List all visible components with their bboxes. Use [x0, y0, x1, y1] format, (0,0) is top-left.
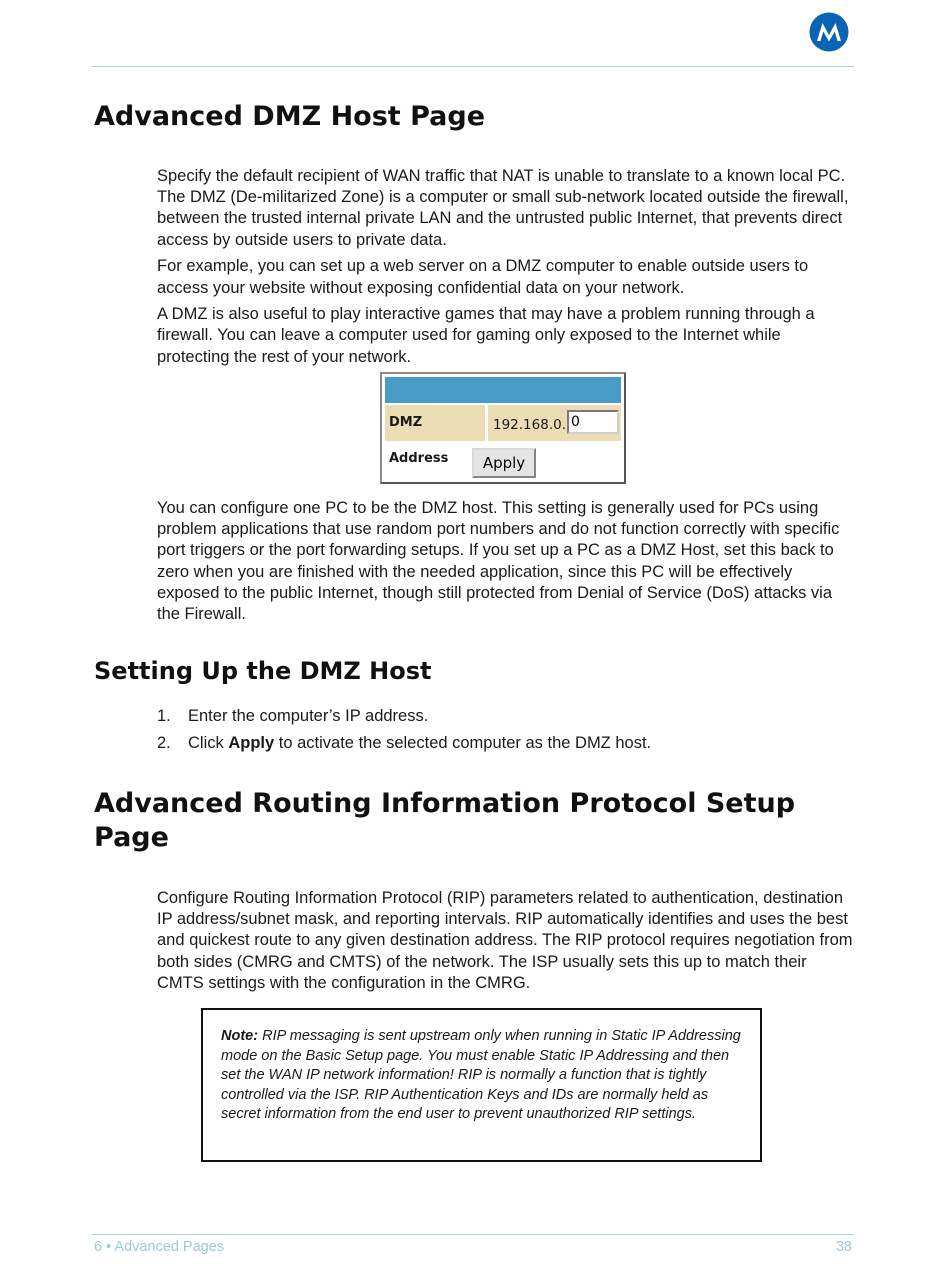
- section-title-dmz: Advanced DMZ Host Page: [94, 101, 486, 132]
- page-number: 38: [835, 1239, 852, 1255]
- setup-steps: [157, 706, 855, 759]
- section-title-setup-dmz: Setting Up the DMZ Host: [94, 657, 432, 685]
- list-item: [157, 733, 855, 754]
- note-label: Note:: [221, 1028, 259, 1044]
- apply-button[interactable]: Apply: [472, 448, 536, 478]
- dmz-address-prefix: 192.168.0.: [493, 417, 566, 433]
- section-title-rip: Advanced Routing Information Protocol Setup Page: [94, 788, 796, 853]
- step-text-pre: Click: [188, 733, 229, 752]
- paragraph: Configure Routing Information Protocol (RIP) parameters related to authentication, destination IP address/subnet mask, and reporting intervals. RIP automatically identifies and uses the best and quickest route to any given destination address. The RIP protocol requires negotiation from both sides (CMRG and CMTS) of the network. The ISP usually sets this up to match their CMTS settings with the configuration in the CMRG.: [157, 889, 853, 992]
- dmz-form-header: [385, 377, 621, 403]
- dmz-intro: [157, 166, 855, 373]
- step-number: 2.: [157, 733, 171, 752]
- dmz-address-input[interactable]: [567, 410, 619, 434]
- list-item: [157, 706, 855, 727]
- note-text: RIP messaging is sent upstream only when running in Static IP Addressing mode on the Basic Setup page. You must enable Static IP Addressing and then set the WAN IP network information! RIP is normally a function that is tightly controlled via the ISP. RIP Authentication Keys and IDs are normally held as secret information from the end user to prevent unauthorized RIP settings.: [221, 1028, 741, 1122]
- footer-rule: [92, 1234, 854, 1235]
- footer-chapter: 6 • Advanced Pages: [94, 1239, 225, 1255]
- dmz-host-description: [157, 498, 855, 631]
- paragraph: You can configure one PC to be the DMZ host. This setting is generally used for PCs using problem applications that use random port numbers and do not function correctly with specific port triggers or the port forwarding setups. If you set up a PC as a DMZ Host, set this back to zero when you are finished with the needed application, since this PC will be effectively exposed to the public Internet, though still protected from Denial of Service (DoS) attacks via the Firewall.: [157, 499, 840, 624]
- dmz-address-cell: [488, 405, 621, 441]
- paragraph: A DMZ is also useful to play interactive games that may have a problem running through a firewall. You can leave a computer used for gaming only exposed to the Internet while protecting the rest of your network.: [157, 305, 815, 366]
- paragraph: For example, you can set up a web server on a DMZ computer to enable outside users to access your website without exposing confidential data on your network.: [157, 257, 809, 297]
- step-text-bold: Apply: [228, 733, 275, 752]
- header-rule: [92, 66, 854, 67]
- note-box: [201, 1008, 762, 1162]
- rip-intro: [157, 888, 855, 1000]
- dmz-form-panel: [380, 372, 626, 484]
- paragraph: Specify the default recipient of WAN traffic that NAT is unable to translate to a known local PC. The DMZ (De-militarized Zone) is a computer or small sub-network located outside the firewall, between the trusted internal private LAN and the untrusted public Internet, that prevents direct access by outside users to private data.: [157, 167, 849, 249]
- step-text-post: to activate the selected computer as the DMZ host.: [274, 733, 652, 752]
- step-number: 1.: [157, 707, 171, 725]
- step-text: Enter the computer’s IP address.: [188, 707, 429, 725]
- dmz-address-label: DMZ Address: [385, 405, 485, 441]
- motorola-logo-icon: [809, 12, 849, 52]
